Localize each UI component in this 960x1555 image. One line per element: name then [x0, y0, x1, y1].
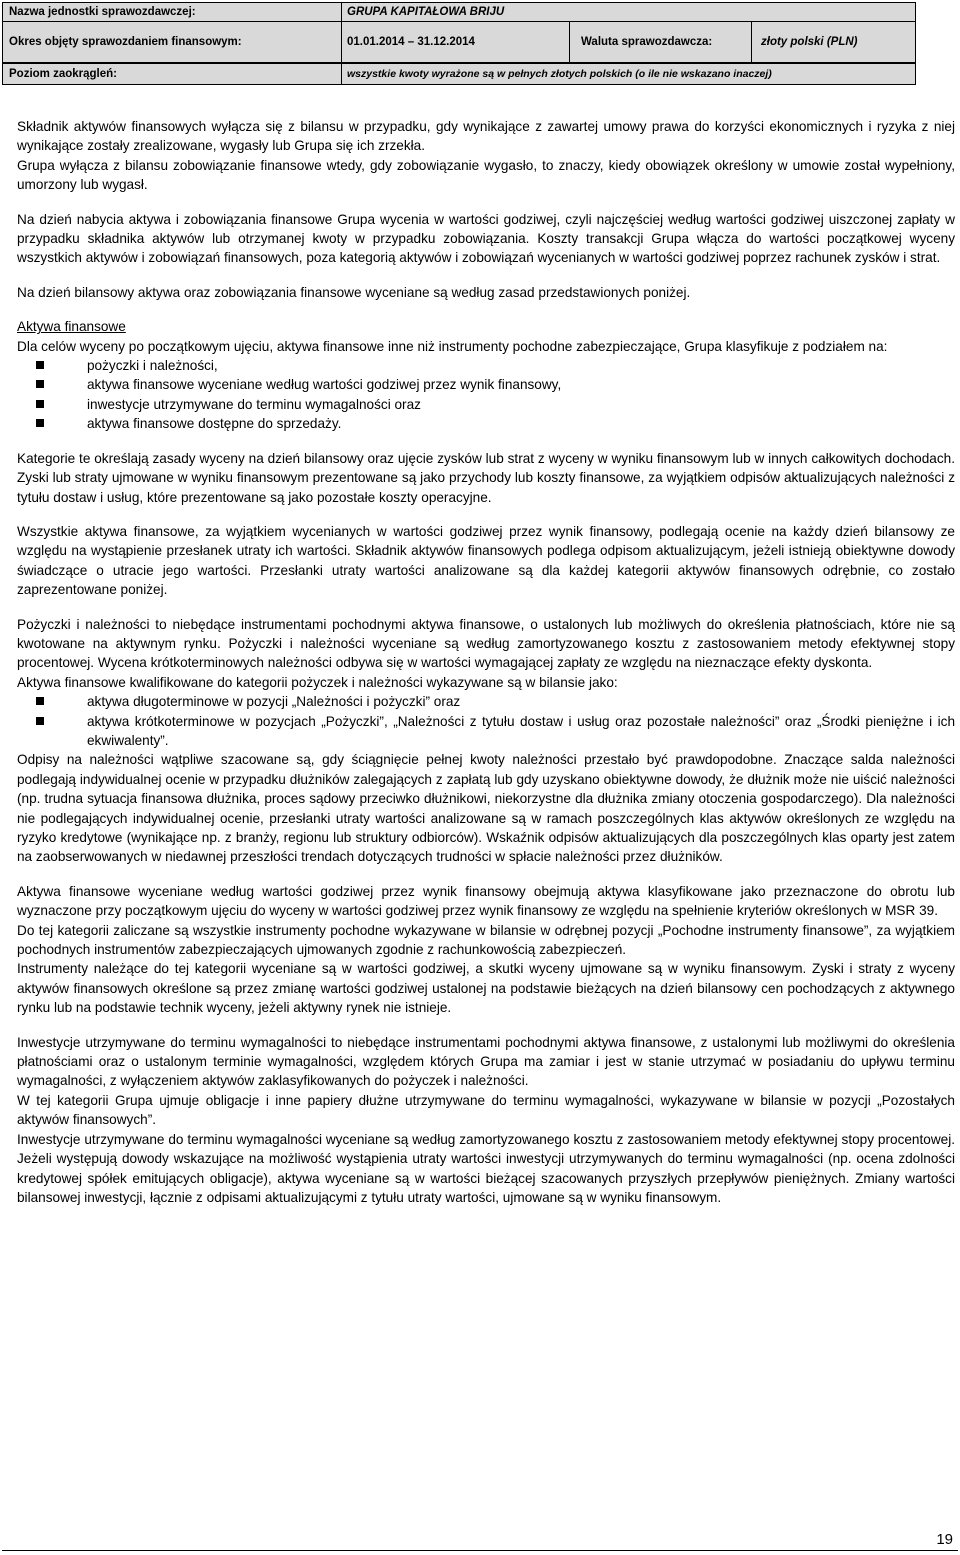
- rounding-value: wszystkie kwoty wyrażone są w pełnych złotych polskich (o ile nie wskazano inaczej): [347, 68, 772, 80]
- paragraph: Składnik aktywów finansowych wyłącza się z bilansu w przypadku, gdy wynikające z zawartej umowy prawa do korzyści ekonomicznych i ryzyka z niej wynikające zostały zrealizowane, wygasły lub Grupa się ich zrzekła.: [17, 119, 955, 154]
- entity-value: GRUPA KAPITAŁOWA BRIJU: [347, 6, 505, 18]
- section-heading: Aktywa finansowe: [17, 319, 126, 335]
- paragraph: Aktywa finansowe kwalifikowane do kategorii pożyczek i należności wykazywane są w bilansie jako:: [17, 674, 618, 690]
- paragraph: Kategorie te określają zasady wyceny na dzień bilansowy oraz ujęcie zysków lub strat z wyceny w wyniku finansowym lub w innych całkowitych dochodach. Zyski lub straty ujmowane w wyniku finansowym prezentowane są jako przychody lub koszty finansowe, za wyjątkiem odpisów aktualizujących należności z tytułu dostaw i usług, które prezentowane są jako pozostałe koszty operacyjne.: [17, 450, 955, 505]
- list-item: aktywa finansowe dostępne do sprzedaży.: [77, 414, 955, 433]
- currency-label: Waluta sprawozdawcza:: [581, 36, 713, 48]
- square-bullet-icon: [36, 697, 44, 705]
- paragraph: Dla celów wyceny po początkowym ujęciu, aktywa finansowe inne niż instrumenty pochodne zabezpieczające, Grupa klasyfikuje z podziałem na:: [17, 338, 888, 354]
- period-value: 01.01.2014 – 31.12.2014: [347, 36, 475, 48]
- rounding-label: Poziom zaokrągleń:: [9, 68, 117, 80]
- list-item: aktywa finansowe wyceniane według wartości godziwej przez wynik finansowy,: [77, 375, 955, 394]
- period-label: Okres objęty sprawozdaniem finansowym:: [9, 36, 242, 48]
- bullet-list: [17, 692, 955, 750]
- header-row-rounding: [3, 64, 915, 84]
- list-item: pożyczki i należności,: [77, 356, 955, 375]
- square-bullet-icon: [36, 400, 44, 408]
- square-bullet-icon: [36, 419, 44, 427]
- paragraph: Do tej kategorii zaliczane są wszystkie instrumenty pochodne wykazywane w bilansie w odrębnej pozycji „Pochodne instrumenty finansowe”, za wyjątkiem pochodnych instrumentów zabezpieczających ujmowanych zgodnie z rachunkowością zabezpieczeń.: [17, 922, 955, 958]
- paragraph: Instrumenty należące do tej kategorii wyceniane są w wartości godziwej, a skutki wyceny ujmowane są w wyniku finansowym. Zyski i straty z wyceny aktywów finansowych określone są przez zmianę wartości godziwej ustalonej na podstawie bieżących na dzień bilansowy cen pochodzących z aktywnego rynku lub na podstawie technik wyceny, jeżeli aktywny rynek nie istnieje.: [17, 961, 955, 1016]
- paragraph: Pożyczki i należności to niebędące instrumentami pochodnymi aktywa finansowe, o ustalonych lub możliwych do określenia płatnościach, które nie są kwotowane na aktywnym rynku. Pożyczki i należności wyceniane są według zamortyzowanego kosztu z zastosowaniem metody efektywnej stopy procentowej. Wycena krótkoterminowych należności odbywa się w wartości wymagającej zapłaty ze względu na nieznaczące efekty dyskonta.: [17, 616, 955, 671]
- square-bullet-icon: [36, 361, 44, 369]
- header-row-period: [3, 22, 915, 64]
- entity-label: Nazwa jednostki sprawozdawczej:: [9, 6, 196, 18]
- currency-value: złoty polski (PLN): [761, 36, 858, 48]
- list-item: inwestycje utrzymywane do terminu wymagalności oraz: [77, 395, 955, 414]
- document-body: [17, 117, 955, 1207]
- paragraph: Odpisy na należności wątpliwe szacowane są, gdy ściągnięcie pełnej kwoty należności przestało być prawdopodobne. Znaczące salda należności podlegają indywidualnej ocenie w przypadku dłużników zalegających z zapłatą lub gdy uzyskano obiektywne dowody, że dłużnik może nie uiścić należności (np. trudna sytuacja finansowa dłużnika, proces sądowy przeciwko dłużnikowi, niekorzystne dla dłużnika zmiany otoczenia gospodarczego). Dla należności nie podlegających indywidualnej ocenie, przesłanki utraty wartości analizowane są w ramach poszczególnych klas aktywów określonych ze względu na ryzyko kredytowe (wynikające np. z branży, regionu lub struktury odbiorców). Wskaźnik odpisów aktualizujących dla poszczególnych klas oparty jest zatem na zaobserwowanych w niedawnej przeszłości trendach dotyczących trudności w spłacie należności przez dłużników.: [17, 752, 955, 865]
- footer-rule: [2, 1550, 958, 1551]
- paragraph: W tej kategorii Grupa ujmuje obligacje i inne papiery dłużne utrzymywane do terminu wymagalności, wykazywane w bilansie w pozycji „Pozostałych aktywów finansowych”.: [17, 1092, 955, 1128]
- list-item: aktywa długoterminowe w pozycji „Należności i pożyczki” oraz: [77, 692, 955, 711]
- paragraph: Na dzień nabycia aktywa i zobowiązania finansowe Grupa wycenia w wartości godziwej, czyli najczęściej według wartości godziwej uiszczonej zapłaty w przypadku składnika aktywów lub otrzymanej kwoty w przypadku zobowiązania. Koszty transakcji Grupa włącza do wartości początkowej wyceny wszystkich aktywów i zobowiązań finansowych, poza kategorią aktywów i zobowiązań wycenianych w wartości godziwej poprzez rachunek zysków i strat.: [17, 211, 955, 266]
- square-bullet-icon: [36, 717, 44, 725]
- paragraph: Grupa wyłącza z bilansu zobowiązanie finansowe wtedy, gdy zobowiązanie wygasło, to znaczy, kiedy obowiązek określony w umowie został wypełniony, umorzony lub wygasł.: [17, 157, 955, 193]
- paragraph: Inwestycje utrzymywane do terminu wymagalności wyceniane są według zamortyzowanego kosztu z zastosowaniem metody efektywnej stopy procentowej. Jeżeli występują dowody wskazujące na możliwość wystąpienia utraty wartości inwestycji utrzymywanych do terminu wymagalności (np. ocena zdolności kredytowej spółek emitujących obligacje), aktywa wyceniane są w wartości bieżącej szacowanych przyszłych przepływów pieniężnych. Zmiany wartości bilansowej inwestycji, łącznie z odpisami aktualizującymi z tytułu utraty wartości, ujmowane są w wyniku finansowym.: [17, 1131, 955, 1205]
- page-number: 19: [936, 1531, 953, 1548]
- bullet-list: [17, 356, 955, 434]
- list-item: aktywa krótkoterminowe w pozycjach „Pożyczki”, „Należności z tytułu dostaw i usług oraz pozostałe należności” oraz „Środki pieniężne i ich ekwiwalenty”.: [77, 712, 955, 751]
- report-header-table: [2, 2, 916, 85]
- paragraph: Inwestycje utrzymywane do terminu wymagalności to niebędące instrumentami pochodnymi aktywa finansowe, z ustalonymi lub możliwymi do określenia płatnościami oraz o ustalonym terminie wymagalności, względem których Grupa ma zamiar i jest w stanie utrzymać w posiadaniu do upływu terminu wymagalności, z wyłączeniem aktywów zaklasyfikowanych do pożyczek i należności.: [17, 1034, 955, 1089]
- paragraph: Na dzień bilansowy aktywa oraz zobowiązania finansowe wyceniane są według zasad przedstawionych poniżej.: [17, 284, 691, 300]
- paragraph: Wszystkie aktywa finansowe, za wyjątkiem wycenianych w wartości godziwej przez wynik finansowy, podlegają ocenie na każdy dzień bilansowy ze względu na wystąpienie przesłanek utraty ich wartości. Składnik aktywów finansowych podlega odpisom aktualizującym, jeżeli istnieją obiektywne dowody świadczące o utracie jego wartości. Przesłanki utraty wartości analizowane są dla każdej kategorii aktywów finansowych odrębnie, co zostało zaprezentowane poniżej.: [17, 523, 955, 598]
- header-row-entity: [3, 3, 915, 22]
- paragraph: Aktywa finansowe wyceniane według wartości godziwej przez wynik finansowy obejmują aktywa klasyfikowane jako przeznaczone do obrotu lub wyznaczone przy początkowym ujęciu do wyceny w wartości godziwej przez wynik finansowy ze względu na spełnienie kryteriów określonych w MSR 39.: [17, 883, 955, 919]
- square-bullet-icon: [36, 380, 44, 388]
